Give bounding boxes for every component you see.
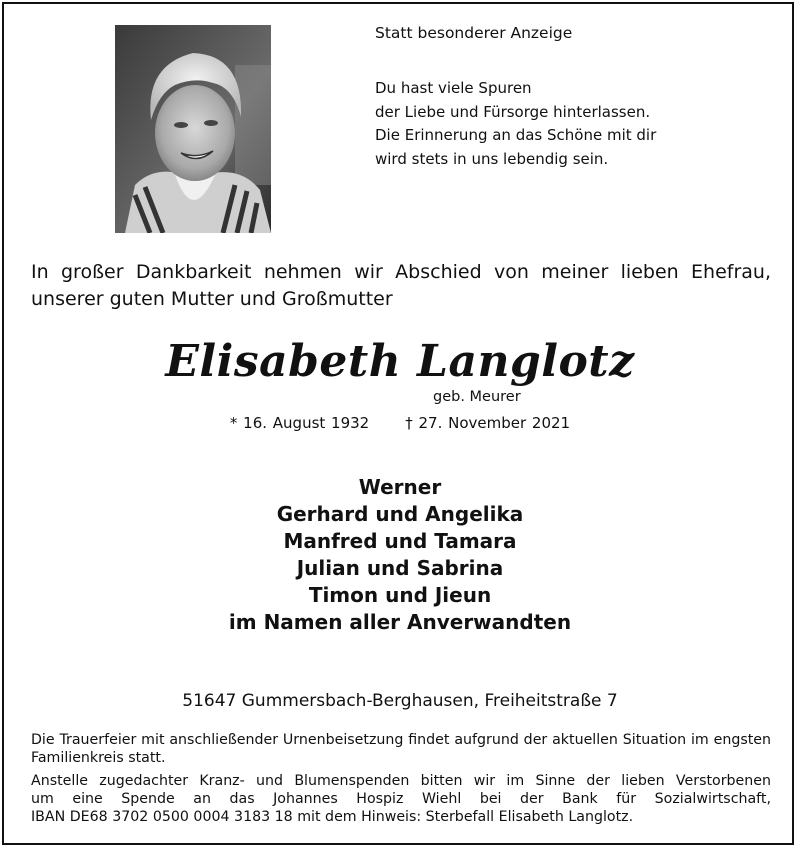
life-dates — [0, 414, 800, 432]
donation-line: um eine Spende an das Johannes Hospiz Wiehl bei der Bank für Sozialwirtschaft, — [31, 791, 771, 807]
poem-line: Die Erinnerung an das Schöne mit dir — [375, 126, 657, 144]
mourner-line: im Namen aller Anverwandten — [228, 610, 572, 634]
intro-line: In großer Dankbarkeit nehmen wir Abschied von meiner lieben Ehefrau, — [31, 261, 771, 283]
notice-header: Statt besonderer Anzeige — [375, 24, 573, 42]
intro-text — [31, 259, 771, 313]
mourner-line: Werner — [358, 475, 442, 499]
mourners-list — [0, 474, 800, 636]
mourner-line: Manfred und Tamara — [283, 529, 517, 553]
family-address: 51647 Gummersbach-Berghausen, Freiheitstraße 7 — [182, 691, 618, 711]
donation-line: IBAN DE68 3702 0500 0004 3183 18 mit dem Hinweis: Sterbefall Elisabeth Langlotz. — [31, 809, 634, 825]
deceased-name: Elisabeth Langlotz — [165, 336, 635, 387]
maiden-name: geb. Meurer — [433, 389, 521, 405]
poem-line: wird stets in uns lebendig sein. — [375, 149, 609, 168]
funeral-info: Die Trauerfeier mit anschließender Urnenbeisetzung findet aufgrund der aktuellen Situation im engsten Familienkreis statt. — [31, 732, 771, 766]
birth-date: * 16. August 1932 — [229, 414, 370, 432]
mourner-line: Timon und Jieun — [308, 583, 492, 607]
mourner-line: Julian und Sabrina — [296, 556, 504, 580]
poem — [375, 77, 656, 171]
poem-line: der Liebe und Fürsorge hinterlassen. — [375, 102, 651, 121]
intro-line: unserer guten Mutter und Großmutter — [31, 288, 393, 310]
footer-text — [31, 731, 771, 826]
mourner-line: Gerhard und Angelika — [276, 502, 524, 526]
poem-line: Du hast viele Spuren — [375, 79, 532, 97]
portrait-photo — [115, 25, 271, 233]
donation-line: Anstelle zugedachter Kranz- und Blumenspenden bitten wir im Sinne der lieben Verstorbenen — [31, 773, 771, 789]
death-date: † 27. November 2021 — [405, 414, 571, 432]
